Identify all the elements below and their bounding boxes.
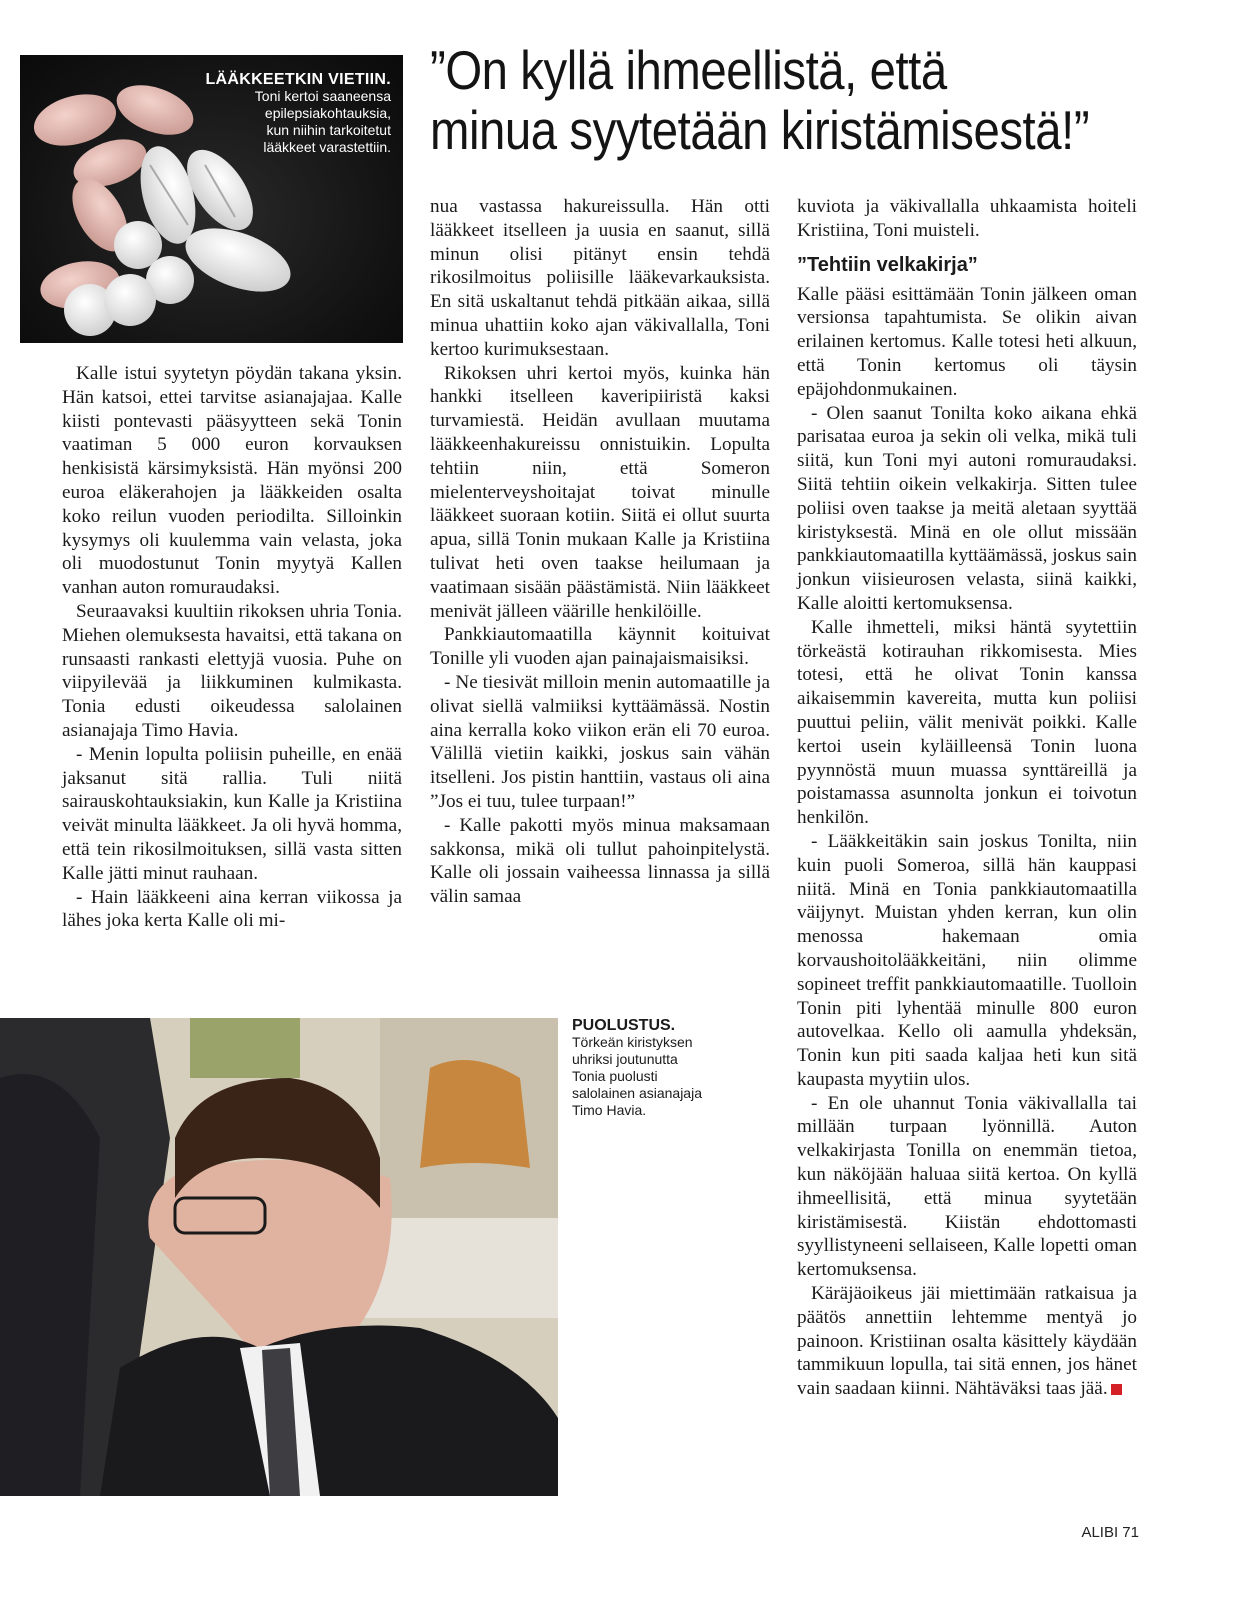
paragraph: - Kalle pakotti myös minua maksamaan sakkonsa, mikä oli tullut pahoinpitelystä. Kalle oli jossain vaiheessa linnassa ja sillä välin samaa xyxy=(430,814,770,908)
article-headline xyxy=(430,40,1118,160)
paragraph: - Olen saanut Tonilta koko aikana ehkä parisataa euroa ja sekin oli velka, mikä tuli siitä, kun Toni myi autoni romuraudaksi. Siitä tehtiin oikein velkakirja. Sitten tulee poliisi oven taakse ja meitä aletaan syyttää kiristyksestä. Minä en ole ollut missään pankkiautomaatilla kyttäämässä, joskus sain jonkun viisieurosen velasta, siinä kaikki, Kalle aloitti kertomuksensa. xyxy=(797,402,1137,614)
paragraph: Pankkiautomaatilla käynnit koituivat Tonille yli vuoden ajan painajaismaisiksi. xyxy=(430,624,770,670)
article-column-2 xyxy=(430,195,770,909)
article-column-3 xyxy=(797,195,1137,1401)
top-caption-line: epilepsiakohtauksia, xyxy=(264,105,391,121)
paragraph: - Lääkkeitäkin sain joskus Tonilta, niin kuin puoli Someroa, sillä hän kauppasi niitä. Minä en Tonia pankkiautomaatilla väijynyt. Muistan yhden kerran, kun olin menossa hakemaan omia korvaushoitolääkkeitäni, niin olimme sopineet treffit pankkiautomaatille. Tuolloin Tonin piti lyhentää minulle 800 euron autovelkaa. Kello oli aamulla yhdeksän, Tonin kun piti saada kaljaa heti kun sitä kaupasta myytiin ulos. xyxy=(797,830,1137,1090)
bottom-caption-line: Tonia puolusti xyxy=(572,1068,658,1084)
headline-line-2: minua syytetään kiristämisestä!” xyxy=(430,99,1090,161)
top-caption-line: Toni kertoi saaneensa xyxy=(254,88,391,104)
bottom-caption-line: Törkeän kiristyksen xyxy=(572,1034,693,1050)
paragraph: - En ole uhannut Tonia väkivallalla tai millään turpaan lyönnillä. Auton velkakirjasta Tonilla on enemmän tietoa, kun näköjään haluaa siitä kertoa. On kyllä ihmeellisitä, että minua syytetään kiristämisestä. Kiistän ehdottomasti syyllistyneeni sellaiseen, Kalle lopetti oman kertomuksensa. xyxy=(797,1092,1137,1281)
top-caption-title: LÄÄKKEETKIN VIETIIN. xyxy=(205,71,391,88)
paragraph: - Menin lopulta poliisin puheille, en enää jaksanut sitä rallia. Tuli niitä sairauskohtauksiakin, kun Kalle ja Kristiina veivät minulta lääkkeet. Ja oli hyvä homma, että tein rikosilmoituksen, sillä vasta sitten Kalle jätti minut rauhaan. xyxy=(62,743,402,884)
subheading: ”Tehtiin velkakirja” xyxy=(797,253,978,276)
paragraph: - Ne tiesivät milloin menin automaatille ja olivat siellä valmiiksi kyttäämässä. Nostin aina kerralla koko viikon erän eli 70 euroa. Välillä vietiin kaikki, joskus sain vähän itselleni. Jos pistin hanttiin, vastaus oli aina ”Jos ei tuu, tulee turpaan!” xyxy=(430,671,770,812)
lawyer-illustration xyxy=(0,1018,558,1496)
paragraph-continued: kuviota ja väkivallalla uhkaamista hoiteli Kristiina, Toni muisteli. xyxy=(797,196,1137,241)
top-caption-line: lääkkeet varastettiin. xyxy=(263,139,391,155)
final-paragraph-text: Käräjäoikeus jäi miettimään ratkaisua ja päätös annettiin lehtemme mentyä jo painoon. Kristiinan osalta käsittely käydään tammikuun lopulla, tai sitä ennen, jos hänet vain saadaan kiinni. Nähtäväksi taas jää. xyxy=(797,1283,1137,1400)
page-folio: ALIBI 71 xyxy=(1081,1524,1139,1541)
paragraph: Rikoksen uhri kertoi myös, kuinka hän hankki itselleen kaveripiiristä kaksi turvamiestä. Heidän avullaan muutama lääkkeenhakureissu onnistuikin. Lopulta tehtiin niin, että Someron mielenterveyshoitajat toivat minulle lääkkeet suoraan kotiin. Siitä ei ollut suurta apua, sillä Tonin mukaan Kalle ja Kristiina tulivat heti oven taakse heilumaan ja vaatimaan sisään päästämistä. Niin lääkkeet menivät jälleen väärille henkilöille. xyxy=(430,362,770,622)
top-photo-caption xyxy=(171,71,391,156)
bottom-caption-line: salolainen asianajaja xyxy=(572,1085,702,1101)
bottom-photo-caption xyxy=(572,1017,772,1119)
lawyer-photo xyxy=(0,1018,558,1496)
paragraph: Kalle pääsi esittämään Tonin jälkeen oman versionsa tapahtumista. Se olikin aivan erilainen kertomus. Kalle totesi heti alkuun, että Tonin kertomus oli täysin epäjohdonmukainen. xyxy=(797,283,1137,400)
bottom-caption-title: PUOLUSTUS. xyxy=(572,1017,676,1034)
paragraph-continued: nua vastassa hakureissulla. Hän otti lääkkeet itselleen ja uusia en saanut, sillä minun olisi pitänyt ensin tehdä rikosilmoitus poliisille lääkevarkauksista. En sitä uskaltanut tehdä pitkään aikaa, sillä minua uhattiin koko ajan väkivallalla, Toni kertoo kurimuksestaan. xyxy=(430,196,770,360)
bottom-caption-line: uhriksi joutunutta xyxy=(572,1051,678,1067)
top-caption-line: kun niihin tarkoitetut xyxy=(266,122,391,138)
headline-line-1: ”On kyllä ihmeellistä, että xyxy=(430,39,947,101)
bottom-caption-line: Timo Havia. xyxy=(572,1102,647,1118)
paragraph: Kalle ihmetteli, miksi häntä syytettiin törkeästä kotirauhan rikkomisesta. Mies totesi, että he olivat Tonin kanssa aikaisemmin kavereita, mutta kun poliisi puuttui peliin, välit menivät poikki. Kalle kertoi usein kyläilleensä Tonin luona pyynnöstä muun muassa synttäreillä ja poistamassa asunnolta jonkun ei toivotun henkilön. xyxy=(797,616,1137,829)
paragraph: Kalle istui syytetyn pöydän takana yksin. Hän katsoi, ettei tarvitse asianajajaa. Kalle kiisti pontevasti pääsyytteen sekä Tonin vaatiman 5 000 euron korvauksen henkisistä kärsimyksistä. Hän myönsi 200 euroa eläkerahojen ja lääkkeiden osalta koko reilun vuoden periodilta. Silloinkin kysymys oli kuulemma vain velasta, joka oli muodostunut Tonin myytyä Kallen vanhan auton romuraudaksi. xyxy=(62,363,402,599)
article-column-1 xyxy=(62,362,402,933)
paragraph: Seuraavaksi kuultiin rikoksen uhria Tonia. Miehen olemuksesta havaitsi, että takana on runsaasti rankasti elettyjä vuosia. Puhe on viipyilevää ja liikkuminen kulmikasta. Tonia edusti oikeudessa salolainen asianajaja Timo Havia. xyxy=(62,600,402,741)
paragraph-final xyxy=(797,1282,1137,1401)
end-of-article-mark xyxy=(1111,1384,1122,1395)
pills-photo xyxy=(20,55,403,343)
paragraph: - Hain lääkkeeni aina kerran viikossa ja lähes joka kerta Kalle oli mi- xyxy=(62,886,402,932)
